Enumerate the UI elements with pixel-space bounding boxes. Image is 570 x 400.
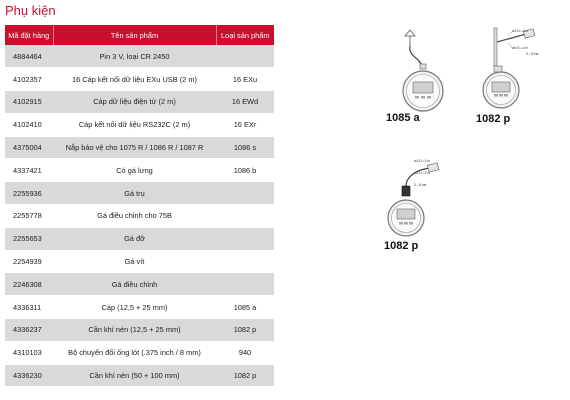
dim-label-1: ø4,5 L=2 m [512, 29, 529, 33]
table-row [5, 319, 274, 342]
table-row [5, 91, 274, 114]
cell-product-type: 1085 a [216, 296, 274, 319]
cell-product-type [216, 182, 274, 205]
cell-product-type: 940 [216, 341, 274, 364]
figure-label-1085a: 1085 a [386, 112, 420, 124]
cell-product-type: 16 EXr [216, 113, 274, 136]
cell-order-code: 4336311 [5, 296, 53, 319]
table-row [5, 273, 274, 296]
cell-product-type: 1082 p [216, 364, 274, 387]
dim-label-3: 3 – 8 bar [526, 52, 539, 56]
table-row [5, 227, 274, 250]
cell-order-code: 2255936 [5, 182, 53, 205]
cell-product-name: Bộ chuyển đổi ống lót (.375 inch / 8 mm) [53, 341, 216, 364]
cell-order-code: 2255778 [5, 205, 53, 228]
cell-product-name: Cần khí nén (12,5 + 25 mm) [53, 319, 216, 342]
cell-order-code: 4310103 [5, 341, 53, 364]
table-row [5, 205, 274, 228]
dim-label-5: ø6,9 L=2 m [414, 171, 431, 175]
cell-product-name: Gá điều chỉnh cho 75B [53, 205, 216, 228]
cell-product-type: 16 EWd [216, 91, 274, 114]
table-row [5, 113, 274, 136]
table-row [5, 45, 274, 68]
cell-product-name: Cần khí nén (50 + 100 mm) [53, 364, 216, 387]
cell-product-type: 1082 p [216, 319, 274, 342]
cell-product-name: Nắp bảo vệ cho 1075 R / 1086 R / 1087 R [53, 136, 216, 159]
cell-order-code: 4102410 [5, 113, 53, 136]
cell-product-name: Cáp dữ liệu điện tử (2 m) [53, 91, 216, 114]
cell-order-code: 4337421 [5, 159, 53, 182]
gauge-1082p-illustration-middle [378, 156, 468, 246]
table-row [5, 341, 274, 364]
table-row [5, 136, 274, 159]
cell-order-code: 4102357 [5, 68, 53, 91]
cell-order-code: 4102915 [5, 91, 53, 114]
cell-order-code: 2255653 [5, 227, 53, 250]
table-row [5, 296, 274, 319]
cell-order-code: 4884464 [5, 45, 53, 68]
cell-order-code: 2246308 [5, 273, 53, 296]
gauge-1082p-illustration-top [468, 22, 558, 112]
cell-product-type: 1086 s [216, 136, 274, 159]
table-row [5, 68, 274, 91]
accessories-table [5, 25, 274, 387]
figure-label-1082p-top: 1082 p [476, 113, 511, 125]
cell-product-type [216, 227, 274, 250]
cell-order-code: 4375004 [5, 136, 53, 159]
dim-label-4: ø4,5 L=2 m [414, 159, 431, 163]
cell-product-type [216, 273, 274, 296]
table-row [5, 182, 274, 205]
figure-label-1082p-middle: 1082 p [384, 240, 419, 252]
cell-product-name: 16 Cáp kết nối dữ liệu EXu USB (2 m) [53, 68, 216, 91]
cell-order-code: 4336230 [5, 364, 53, 387]
dim-label-2: ø6,9 L=2 m [512, 46, 529, 50]
cell-product-name: Gá trụ [53, 182, 216, 205]
cell-product-type [216, 205, 274, 228]
cell-product-name: Gá đỡ [53, 227, 216, 250]
cell-product-name: Gá vít [53, 250, 216, 273]
page-title: Phụ kiện [5, 3, 56, 18]
dim-label-6: 3 – 8 bar [414, 183, 427, 187]
cell-order-code: 4336237 [5, 319, 53, 342]
cell-product-type: 16 EXu [216, 68, 274, 91]
header-product-type: Loại sản phẩm [216, 25, 274, 45]
table-row [5, 250, 274, 273]
gauge-1085a-illustration [380, 28, 460, 113]
cell-product-name: Pin 3 V, loại CR 2450 [53, 45, 216, 68]
cell-product-name: Cáp kết nối dữ liệu RS232C (2 m) [53, 113, 216, 136]
cell-product-type [216, 45, 274, 68]
header-product-name: Tên sản phẩm [53, 25, 216, 45]
table-row [5, 159, 274, 182]
cell-product-type: 1086 b [216, 159, 274, 182]
cell-product-name: Gá điều chỉnh [53, 273, 216, 296]
table-row [5, 364, 274, 387]
cell-product-type [216, 250, 274, 273]
cell-product-name: Có gá lưng [53, 159, 216, 182]
cell-order-code: 2254939 [5, 250, 53, 273]
header-order-code: Mã đặt hàng [5, 25, 53, 45]
table-header-row [5, 25, 274, 45]
cell-product-name: Cáp (12,5 + 25 mm) [53, 296, 216, 319]
